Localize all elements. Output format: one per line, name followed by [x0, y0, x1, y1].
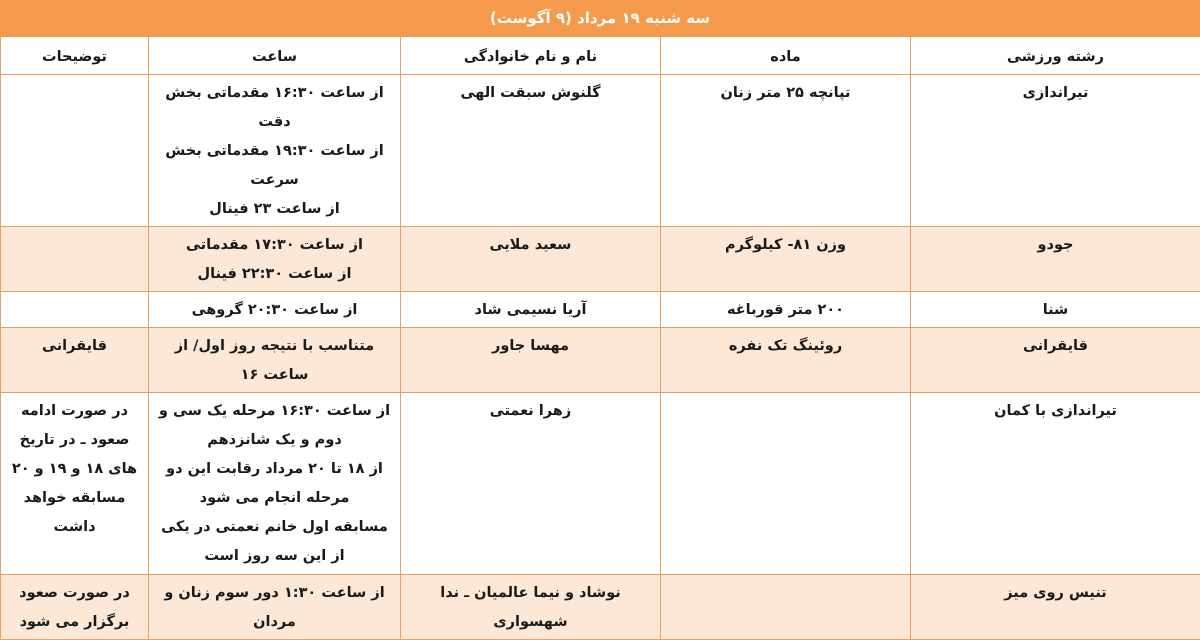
time-line: از ساعت ۲۰:۳۰ گروهی [157, 296, 392, 325]
cell-event: روئینگ تک نفره [661, 328, 911, 393]
cell-notes: قایقرانی [1, 328, 149, 393]
cell-time [149, 227, 401, 292]
time-line: از ساعت ۱۶:۳۰ مقدماتی بخش [157, 79, 392, 108]
time-line: دوم و یک شانزدهم [157, 426, 392, 455]
cell-name: مهسا جاور [401, 328, 661, 393]
name-line: شهسواری [409, 608, 652, 637]
cell-notes [1, 393, 149, 575]
header-name: نام و نام خانوادگی [401, 37, 661, 75]
cell-notes [1, 292, 149, 328]
cell-event: تپانچه ۲۵ متر زنان [661, 75, 911, 227]
time-line: دقت [157, 108, 392, 137]
time-line: از ساعت ۲۳ فینال [157, 195, 392, 224]
cell-sport: جودو [911, 227, 1200, 292]
time-line: از ساعت ۱۷:۳۰ مقدماتی [157, 231, 392, 260]
cell-event [661, 393, 911, 575]
header-event: ماده [661, 37, 911, 75]
cell-name: آریا نسیمی شاد [401, 292, 661, 328]
time-line: از ساعت ۱۹:۳۰ مقدماتی بخش [157, 137, 392, 166]
cell-sport: تیراندازی [911, 75, 1200, 227]
cell-sport: شنا [911, 292, 1200, 328]
name-line: نوشاد و نیما عالمیان ـ ندا [409, 579, 652, 608]
cell-sport: قایقرانی [911, 328, 1200, 393]
cell-sport: تیراندازی با کمان [911, 393, 1200, 575]
time-line: مردان [157, 608, 392, 637]
table-row [1, 328, 1200, 393]
time-line: از ساعت ۲۲:۳۰ فینال [157, 260, 392, 289]
notes-line: داشت [9, 513, 140, 542]
cell-sport: تنیس روی میز [911, 575, 1200, 640]
cell-notes [1, 227, 149, 292]
time-line: مرحله انجام می شود [157, 484, 392, 513]
header-row [1, 37, 1200, 75]
header-notes: توضیحات [1, 37, 149, 75]
time-line: از ۱۸ تا ۲۰ مرداد رقابت این دو [157, 455, 392, 484]
time-line: از ساعت ۱:۳۰ دور سوم زنان و [157, 579, 392, 608]
cell-event: ۲۰۰ متر قورباغه [661, 292, 911, 328]
cell-time [149, 75, 401, 227]
cell-notes [1, 75, 149, 227]
notes-line: های ۱۸ و ۱۹ و ۲۰ مسابقه خواهد [9, 455, 140, 513]
table-row [1, 292, 1200, 328]
schedule-table [0, 36, 1200, 640]
cell-time [149, 292, 401, 328]
cell-event: وزن ۸۱- کیلوگرم [661, 227, 911, 292]
header-time: ساعت [149, 37, 401, 75]
cell-notes: در صورت صعود برگزار می شود [1, 575, 149, 640]
time-line: متناسب با نتیجه روز اول/ از [157, 332, 392, 361]
header-sport: رشته ورزشی [911, 37, 1200, 75]
table-row [1, 227, 1200, 292]
cell-time [149, 328, 401, 393]
time-line: ساعت ۱۶ [157, 361, 392, 390]
time-line: از ساعت ۱۶:۳۰ مرحله یک سی و [157, 397, 392, 426]
time-line: از این سه روز است [157, 542, 392, 571]
time-line: سرعت [157, 166, 392, 195]
schedule-title: سه شنبه ۱۹ مرداد (۹ آگوست) [0, 0, 1200, 36]
notes-line: در صورت ادامه صعود ـ در تاریخ [9, 397, 140, 455]
cell-name: زهرا نعمتی [401, 393, 661, 575]
cell-name: سعید ملایی [401, 227, 661, 292]
table-row [1, 75, 1200, 227]
cell-time [149, 393, 401, 575]
cell-name: گلنوش سبقت الهی [401, 75, 661, 227]
time-line: مسابقه اول خانم نعمتی در یکی [157, 513, 392, 542]
table-row [1, 393, 1200, 575]
